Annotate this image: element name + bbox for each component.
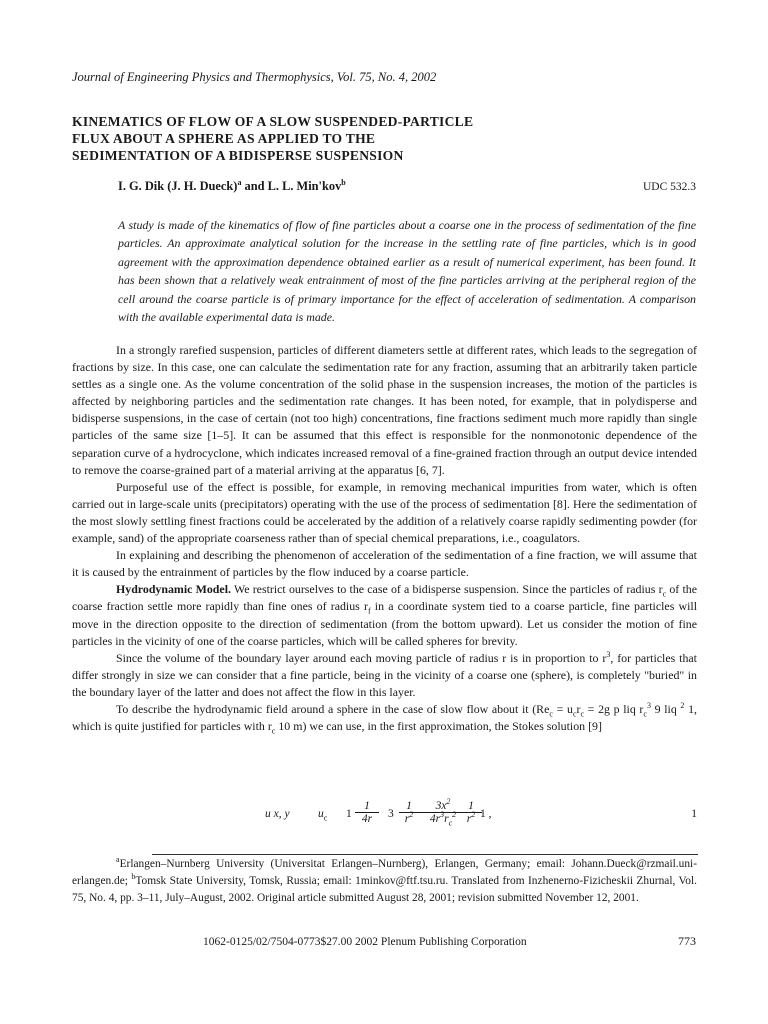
author-line (118, 179, 346, 194)
equation-1 (72, 797, 697, 860)
paragraph: To describe the hydrodynamic field around a sphere in the case of slow flow about it ($Re_c = u_cr_c = 2g$ p liq $r_c^3$ 9 liq $^2$ 1, which is quite justified for particles with $r_c$ 10 m) we can use, in the first approximation, the Stokes solution [9] (72, 701, 697, 736)
copyright-line: 1062-0125/02/7504-0773$27.00 2002 Plenum Publishing Corporation (203, 936, 527, 948)
eq-fraction: $\frac{1}{r^2}$ (399, 800, 419, 825)
author-1: I. G. Dik (J. H. Dueck) (118, 179, 238, 193)
section-heading: Hydrodynamic Model. (116, 582, 231, 597)
footnote-rule (152, 854, 698, 855)
affiliation-mark: b (131, 872, 136, 882)
title-line: FLUX ABOUT A SPHERE AS APPLIED TO THE (72, 131, 376, 146)
eq-fraction: $\frac{3x^2}{4r^3r_c^2}$ (418, 800, 468, 825)
eq-fraction: $\frac{1}{4r}$ (355, 800, 379, 825)
eq-tail: 1 , (480, 808, 492, 820)
eq-one: 1 (346, 808, 352, 820)
paragraph: Hydrodynamic Model. We restrict ourselves to the case of a bidisperse suspension. Since the particles of radius $r_c$ of the coarse fraction settle more rapidly than fine ones of radius $r_f$ in a coordinate system tied to a coarse particle, fine particles will move in the direction opposite to the direction of sedimentation (from the bottom upward). Let us consider the motion of fine particles in the vicinity of one of the coarse particles, which will be called spheres for brevity. (72, 582, 698, 648)
udc-code: UDC 532.3 (642, 181, 696, 193)
paragraph: In a strongly rarefied suspension, particles of different diameters settle at different rates, which leads to the segregation of fractions by size. In this case, one can calculate the sedimentation rate for any fraction, assuming that an arbitrarily taken particle settles as a single one. As the volume concentration of the solid phase in the suspension increases, the motion of the particles is affected by neighboring particles and the sedimentation rate changes. It has been noted, for example, that in polydisperse and bidisperse suspensions, in the case of certain (not too high) concentrations, fine fractions sediment much more rapidly than single particles of the same size [1–5]. It can be assumed that this effect is responsible for the nonmonotonic dependence of the separation curve of a hydrocyclone, which indicates increased removal of a fine-grained fraction through an output device intended to remove the coarse-grained part of a material arriving at the apparatus [6, 7]. (72, 343, 697, 477)
paper-title (72, 113, 473, 164)
author-2: and L. L. Min'kov (241, 179, 342, 193)
eq-uc: $u_c$ (318, 808, 328, 823)
page-number: 773 (678, 934, 696, 948)
affiliation-mark: a (237, 177, 242, 187)
paragraph: Purposeful use of the effect is possible, for example, in removing mechanical impurities from water, which is often carried out in large-scale units (precipitators) operating with the use of the process of sedimentation [8]. Here the sedimentation of the most slowly settling finest fractions could be accelerated by the addition of a relatively coarse rapidly sedimenting powder (for example, sand) of the appropriate coarseness rather than of special chemical preparations, i.e., coagulators. (72, 479, 697, 546)
paragraph: Since the volume of the boundary layer around each moving particle of radius r is in proportion to $r^3$, for particles that differ strongly in size we can consider that a fine particle, being in the vicinity of a coarse one (sphere), is completely "buried" in the boundary layer of the latter and does not affect the flow in this layer. (72, 649, 697, 699)
affiliation-mark: a (116, 855, 120, 865)
eq-fraction: $\frac{1}{r^2}$ (460, 800, 482, 825)
title-line: KINEMATICS OF FLOW OF A SLOW SUSPENDED-PARTICLE (72, 114, 474, 129)
journal-header: Journal of Engineering Physics and Thermophysics, Vol. 75, No. 4, 2002 (72, 70, 437, 84)
equation-number: 1 (691, 808, 697, 820)
abstract: A study is made of the kinematics of flow of fine particles about a coarse one in the process of sedimentation of the fine particles. An approximate analytical solution for the increase in the settling rate of fine particles, which is in good agreement with the approximation dependence obtained earlier as a result of numerical experiment, has been found. It has been shown that a relatively weak entrainment of most of the fine particles arriving at the peripheral region of the cell around the coarse particle is of primary importance for the effect of acceleration of sedimentation. A comparison with the available experimental data is made. (118, 218, 696, 325)
eq-lhs: u x, y (265, 808, 290, 820)
title-line: SEDIMENTATION OF A BIDISPERSE SUSPENSION (72, 148, 404, 163)
affiliation-mark: b (341, 177, 346, 187)
paragraph: In explaining and describing the phenomenon of acceleration of the sedimentation of a fine fraction, we will assume that it is caused by the entrainment of particles by the flow induced by a coarse particle. (72, 548, 697, 580)
body-text (72, 342, 697, 735)
footnote: $^a$Erlangen–Nurnberg University (Universitat Erlangen–Nurnberg), Erlangen, Germany; email: Johann.Dueck@rzmail.uni-erlangen.de; $^b$Tomsk State University, Tomsk, Russia; email: 1minkov@ftf.tsu.ru. Translated from Inzhenerno-Fizicheskii Zhurnal, Vol. 75, No. 4, pp. 3–11, July–August, 2002. Original article submitted August 28, 2001; revision submitted November 12, 2001. (72, 855, 697, 904)
eq-three: 3 (388, 808, 394, 820)
